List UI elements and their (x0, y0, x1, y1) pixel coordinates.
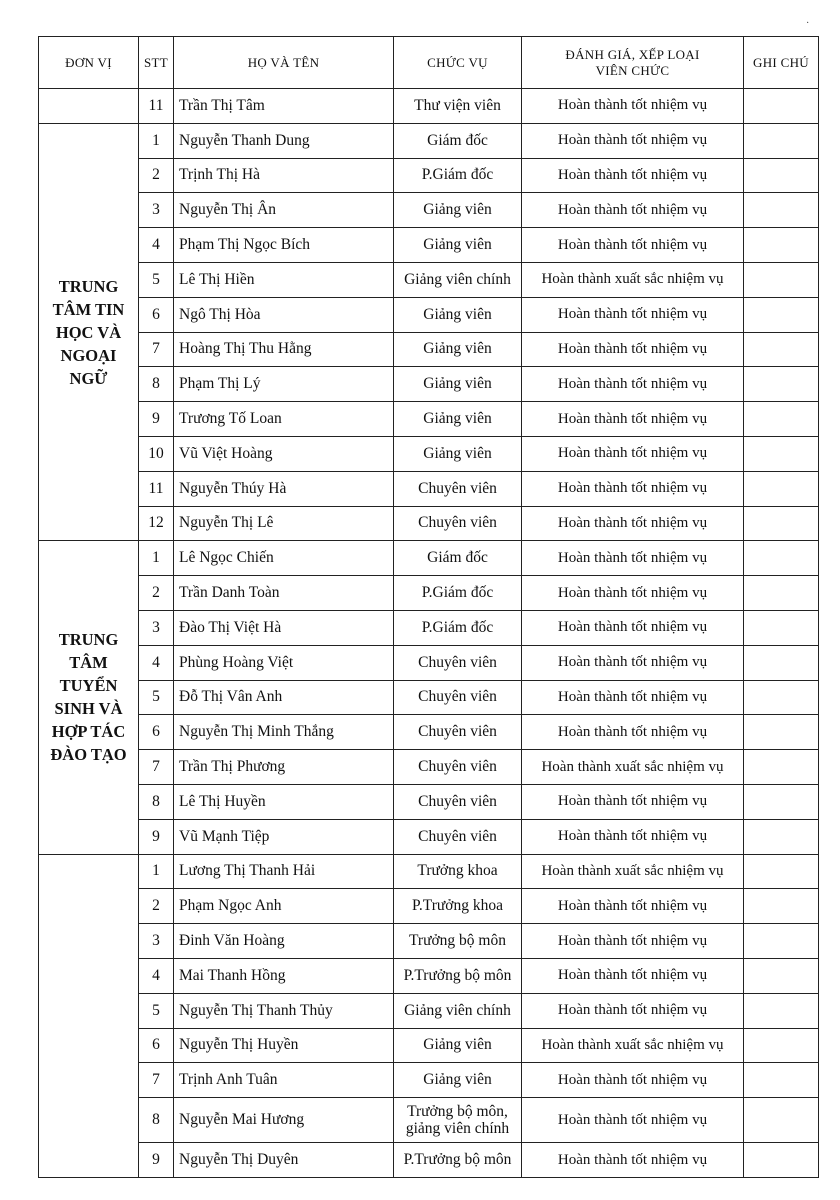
stt-cell: 1 (139, 854, 174, 889)
header-unit: ĐƠN VỊ (39, 37, 139, 89)
stt-cell: 3 (139, 924, 174, 959)
stt-cell: 3 (139, 193, 174, 228)
position-cell: P.Trưởng khoa (394, 889, 522, 924)
position-cell: P.Trưởng bộ môn (394, 958, 522, 993)
note-cell (744, 1028, 819, 1063)
unit-name-line: TRUNG (58, 630, 119, 650)
stt-cell: 9 (139, 402, 174, 437)
evaluation-cell: Hoàn thành tốt nhiệm vụ (522, 924, 744, 959)
note-cell (744, 89, 819, 124)
unit-name-line: SINH VÀ (54, 699, 123, 719)
table-row (39, 750, 819, 785)
stt-cell: 3 (139, 610, 174, 645)
name-cell: Ngô Thị Hòa (174, 297, 394, 332)
stt-cell: 11 (139, 89, 174, 124)
header-evaluation (522, 37, 744, 89)
name-cell: Phùng Hoàng Việt (174, 645, 394, 680)
stt-cell: 1 (139, 541, 174, 576)
name-cell: Trịnh Anh Tuân (174, 1063, 394, 1098)
evaluation-cell: Hoàn thành xuất sắc nhiệm vụ (522, 1028, 744, 1063)
unit-name-line: HỢP TÁC (51, 722, 126, 742)
corner-mark: · (806, 18, 810, 29)
position-cell: Giảng viên (394, 297, 522, 332)
evaluation-cell: Hoàn thành tốt nhiệm vụ (522, 715, 744, 750)
note-cell (744, 889, 819, 924)
name-cell: Đỗ Thị Vân Anh (174, 680, 394, 715)
table-row (39, 506, 819, 541)
table-row (39, 1063, 819, 1098)
position-cell: Giảng viên (394, 332, 522, 367)
evaluation-cell: Hoàn thành tốt nhiệm vụ (522, 576, 744, 611)
table-row (39, 193, 819, 228)
name-cell: Vũ Việt Hoàng (174, 436, 394, 471)
stt-cell: 2 (139, 889, 174, 924)
stt-cell: 5 (139, 680, 174, 715)
note-cell (744, 158, 819, 193)
name-cell: Vũ Mạnh Tiệp (174, 819, 394, 854)
position-cell: P.Trưởng bộ môn (394, 1143, 522, 1178)
evaluation-cell: Hoàn thành tốt nhiệm vụ (522, 889, 744, 924)
position-line: giảng viên chính (405, 1120, 510, 1138)
position-cell: Chuyên viên (394, 819, 522, 854)
stt-cell: 8 (139, 784, 174, 819)
position-cell (394, 1098, 522, 1143)
name-cell: Nguyễn Thị Ân (174, 193, 394, 228)
name-cell: Nguyễn Thị Huyền (174, 1028, 394, 1063)
position-cell: Giảng viên (394, 402, 522, 437)
table-row (39, 123, 819, 158)
evaluation-cell: Hoàn thành tốt nhiệm vụ (522, 436, 744, 471)
evaluation-cell: Hoàn thành xuất sắc nhiệm vụ (522, 854, 744, 889)
unit-name-line: ĐÀO TẠO (50, 745, 127, 765)
stt-cell: 11 (139, 471, 174, 506)
note-cell (744, 332, 819, 367)
note-cell (744, 1063, 819, 1098)
stt-cell: 4 (139, 958, 174, 993)
name-cell: Nguyễn Thanh Dung (174, 123, 394, 158)
evaluation-cell: Hoàn thành tốt nhiệm vụ (522, 993, 744, 1028)
table-row (39, 645, 819, 680)
name-cell: Lê Thị Hiền (174, 262, 394, 297)
note-cell (744, 506, 819, 541)
stt-cell: 8 (139, 367, 174, 402)
evaluation-cell: Hoàn thành tốt nhiệm vụ (522, 1098, 744, 1143)
unit-cell (39, 123, 139, 541)
name-cell: Hoàng Thị Thu Hằng (174, 332, 394, 367)
table-row (39, 228, 819, 263)
table-row (39, 680, 819, 715)
note-cell (744, 680, 819, 715)
table-row (39, 819, 819, 854)
unit-cell (39, 89, 139, 124)
stt-cell: 7 (139, 750, 174, 785)
name-cell: Trần Thị Tâm (174, 89, 394, 124)
name-cell: Nguyễn Thị Lê (174, 506, 394, 541)
position-cell: Giám đốc (394, 541, 522, 576)
evaluation-cell: Hoàn thành tốt nhiệm vụ (522, 506, 744, 541)
note-cell (744, 924, 819, 959)
evaluation-cell: Hoàn thành tốt nhiệm vụ (522, 680, 744, 715)
position-cell: Giảng viên (394, 367, 522, 402)
name-cell: Nguyễn Thị Duyên (174, 1143, 394, 1178)
unit-name-line: NGOẠI (60, 345, 117, 365)
unit-name-line: HỌC VÀ (55, 322, 122, 342)
evaluation-cell: Hoàn thành tốt nhiệm vụ (522, 89, 744, 124)
table-row (39, 854, 819, 889)
table-row (39, 332, 819, 367)
note-cell (744, 784, 819, 819)
table-row (39, 262, 819, 297)
table-row (39, 1143, 819, 1178)
evaluation-cell: Hoàn thành tốt nhiệm vụ (522, 193, 744, 228)
unit-name-line: TÂM TIN (52, 299, 125, 319)
stt-cell: 6 (139, 715, 174, 750)
position-cell: P.Giám đốc (394, 610, 522, 645)
stt-cell: 1 (139, 123, 174, 158)
note-cell (744, 1143, 819, 1178)
unit-name-line: TRUNG (58, 276, 119, 296)
evaluation-cell: Hoàn thành tốt nhiệm vụ (522, 367, 744, 402)
stt-cell: 2 (139, 158, 174, 193)
name-cell: Nguyễn Thị Thanh Thủy (174, 993, 394, 1028)
position-cell: P.Giám đốc (394, 576, 522, 611)
stt-cell: 9 (139, 1143, 174, 1178)
stt-cell: 7 (139, 1063, 174, 1098)
position-cell: Giảng viên (394, 1028, 522, 1063)
stt-cell: 5 (139, 262, 174, 297)
header-note: GHI CHÚ (744, 37, 819, 89)
stt-cell: 8 (139, 1098, 174, 1143)
position-cell: Chuyên viên (394, 715, 522, 750)
name-cell: Trần Danh Toàn (174, 576, 394, 611)
table-row (39, 784, 819, 819)
position-cell: Giảng viên (394, 228, 522, 263)
table-row (39, 993, 819, 1028)
name-cell: Trương Tố Loan (174, 402, 394, 437)
name-cell: Lê Ngọc Chiến (174, 541, 394, 576)
stt-cell: 12 (139, 506, 174, 541)
header-position: CHỨC VỤ (394, 37, 522, 89)
note-cell (744, 193, 819, 228)
evaluation-cell: Hoàn thành tốt nhiệm vụ (522, 958, 744, 993)
table-row (39, 1098, 819, 1143)
evaluation-cell: Hoàn thành tốt nhiệm vụ (522, 228, 744, 263)
position-cell: Chuyên viên (394, 506, 522, 541)
position-cell: Trưởng bộ môn (394, 924, 522, 959)
position-cell: Giảng viên (394, 1063, 522, 1098)
note-cell (744, 645, 819, 680)
evaluation-cell: Hoàn thành tốt nhiệm vụ (522, 158, 744, 193)
position-cell: Giảng viên chính (394, 262, 522, 297)
note-cell (744, 541, 819, 576)
position-cell: Thư viện viên (394, 89, 522, 124)
position-cell: Trưởng khoa (394, 854, 522, 889)
note-cell (744, 123, 819, 158)
stt-cell: 10 (139, 436, 174, 471)
evaluation-cell: Hoàn thành tốt nhiệm vụ (522, 332, 744, 367)
name-cell: Phạm Ngọc Anh (174, 889, 394, 924)
unit-cell (39, 541, 139, 854)
evaluation-cell: Hoàn thành xuất sắc nhiệm vụ (522, 262, 744, 297)
name-cell: Nguyễn Thúy Hà (174, 471, 394, 506)
note-cell (744, 297, 819, 332)
name-cell: Đinh Văn Hoàng (174, 924, 394, 959)
table-row (39, 297, 819, 332)
unit-cell (39, 854, 139, 1177)
table-row (39, 436, 819, 471)
note-cell (744, 576, 819, 611)
note-cell (744, 819, 819, 854)
header-evaluation-line2: VIÊN CHỨC (595, 62, 670, 78)
table-row (39, 715, 819, 750)
note-cell (744, 1098, 819, 1143)
header-name: HỌ VÀ TÊN (174, 37, 394, 89)
table-row (39, 576, 819, 611)
table-row (39, 158, 819, 193)
position-cell: Chuyên viên (394, 645, 522, 680)
header-row (39, 37, 819, 89)
evaluation-cell: Hoàn thành tốt nhiệm vụ (522, 610, 744, 645)
evaluation-cell: Hoàn thành xuất sắc nhiệm vụ (522, 750, 744, 785)
name-cell: Nguyễn Mai Hương (174, 1098, 394, 1143)
note-cell (744, 228, 819, 263)
name-cell: Phạm Thị Lý (174, 367, 394, 402)
table-row (39, 924, 819, 959)
evaluation-cell: Hoàn thành tốt nhiệm vụ (522, 402, 744, 437)
note-cell (744, 471, 819, 506)
note-cell (744, 750, 819, 785)
name-cell: Trịnh Thị Hà (174, 158, 394, 193)
position-cell: P.Giám đốc (394, 158, 522, 193)
evaluation-cell: Hoàn thành tốt nhiệm vụ (522, 1063, 744, 1098)
table-row (39, 958, 819, 993)
table-row (39, 1028, 819, 1063)
position-cell: Chuyên viên (394, 471, 522, 506)
header-evaluation-line1: ĐÁNH GIÁ, XẾP LOẠI (565, 46, 700, 62)
table-row (39, 889, 819, 924)
table-row (39, 402, 819, 437)
unit-name-line: NGỮ (69, 368, 108, 388)
stt-cell: 4 (139, 645, 174, 680)
position-cell: Chuyên viên (394, 784, 522, 819)
stt-cell: 4 (139, 228, 174, 263)
note-cell (744, 958, 819, 993)
staff-evaluation-table (38, 36, 819, 1178)
name-cell: Mai Thanh Hồng (174, 958, 394, 993)
position-cell: Giảng viên chính (394, 993, 522, 1028)
note-cell (744, 436, 819, 471)
table-row (39, 541, 819, 576)
position-cell: Giảng viên (394, 436, 522, 471)
unit-name-line: TUYỂN (59, 676, 118, 696)
stt-cell: 9 (139, 819, 174, 854)
position-line: Trưởng bộ môn, (407, 1103, 508, 1121)
evaluation-cell: Hoàn thành tốt nhiệm vụ (522, 297, 744, 332)
evaluation-cell: Hoàn thành tốt nhiệm vụ (522, 471, 744, 506)
position-cell: Giám đốc (394, 123, 522, 158)
evaluation-cell: Hoàn thành tốt nhiệm vụ (522, 541, 744, 576)
stt-cell: 2 (139, 576, 174, 611)
name-cell: Nguyễn Thị Minh Thắng (174, 715, 394, 750)
evaluation-cell: Hoàn thành tốt nhiệm vụ (522, 123, 744, 158)
evaluation-cell: Hoàn thành tốt nhiệm vụ (522, 1143, 744, 1178)
note-cell (744, 610, 819, 645)
note-cell (744, 262, 819, 297)
position-cell: Chuyên viên (394, 750, 522, 785)
position-cell: Giảng viên (394, 193, 522, 228)
stt-cell: 7 (139, 332, 174, 367)
evaluation-cell: Hoàn thành tốt nhiệm vụ (522, 819, 744, 854)
header-stt: STT (139, 37, 174, 89)
note-cell (744, 715, 819, 750)
stt-cell: 6 (139, 1028, 174, 1063)
position-cell: Chuyên viên (394, 680, 522, 715)
name-cell: Đào Thị Việt Hà (174, 610, 394, 645)
unit-name-line: TÂM (69, 653, 108, 673)
evaluation-cell: Hoàn thành tốt nhiệm vụ (522, 784, 744, 819)
note-cell (744, 367, 819, 402)
note-cell (744, 854, 819, 889)
table-row (39, 89, 819, 124)
evaluation-cell: Hoàn thành tốt nhiệm vụ (522, 645, 744, 680)
stt-cell: 5 (139, 993, 174, 1028)
note-cell (744, 402, 819, 437)
stt-cell: 6 (139, 297, 174, 332)
table-body (39, 89, 819, 1178)
note-cell (744, 993, 819, 1028)
table-row (39, 471, 819, 506)
name-cell: Trần Thị Phương (174, 750, 394, 785)
table-row (39, 367, 819, 402)
name-cell: Phạm Thị Ngọc Bích (174, 228, 394, 263)
name-cell: Lê Thị Huyền (174, 784, 394, 819)
table-row (39, 610, 819, 645)
name-cell: Lương Thị Thanh Hải (174, 854, 394, 889)
